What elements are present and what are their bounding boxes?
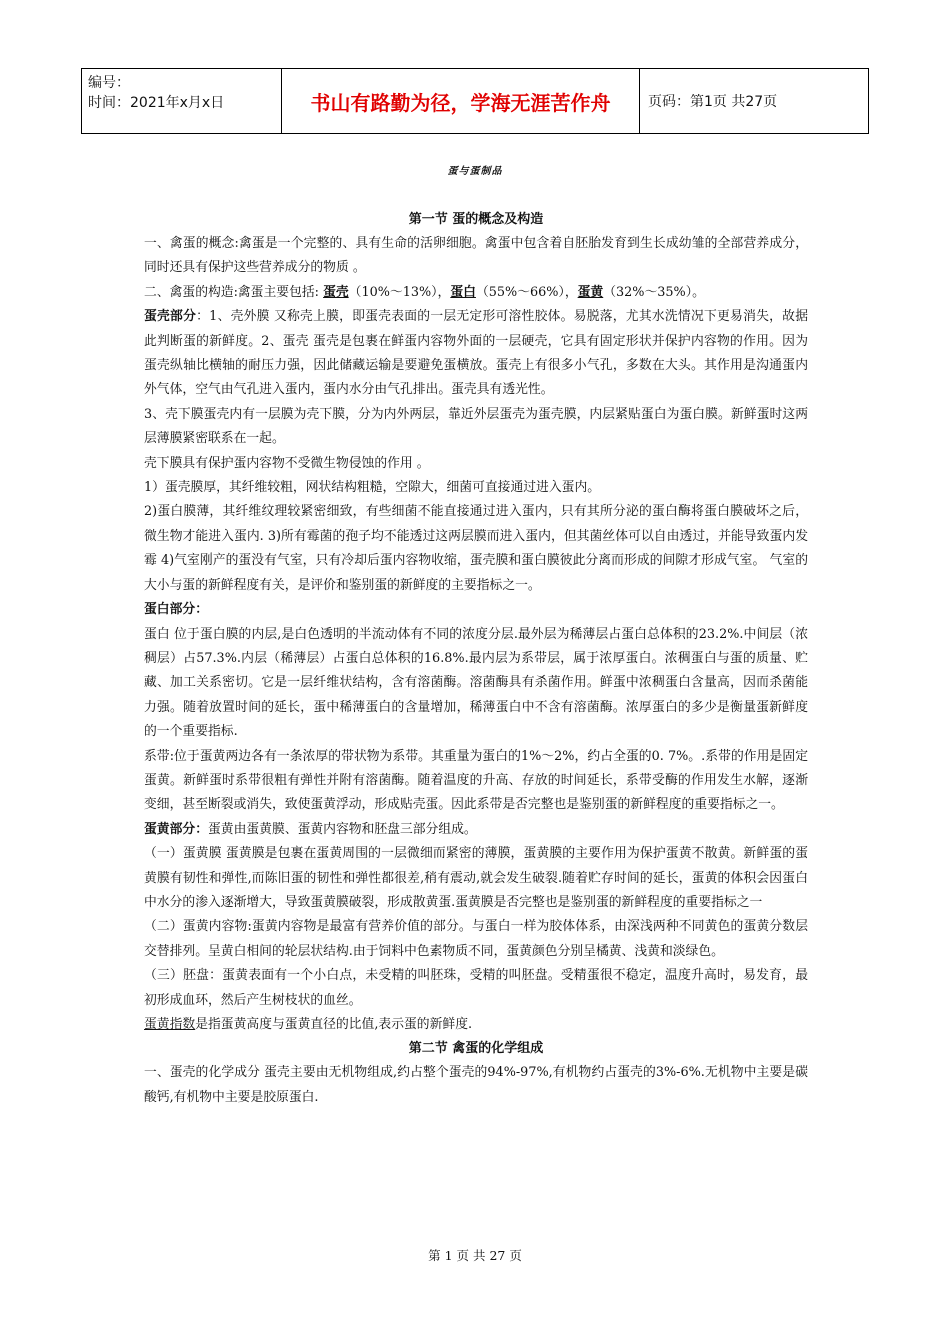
paragraph-shell-protect: 壳下膜具有保护蛋内容物不受微生物侵蚀的作用 。	[144, 455, 430, 471]
text-span: 二、禽蛋的构造:禽蛋主要包括:	[144, 284, 324, 300]
term-yolk-index: 蛋黄指数	[144, 1017, 196, 1032]
label-shell-part: 蛋壳部分	[144, 309, 197, 325]
paragraph-shell-membrane-1: 1）蛋壳膜厚，其纤维较粗，网状结构粗糙，空隙大，细菌可直接通过进入蛋内。	[144, 480, 601, 496]
page-footer: 第 1 页 共 27 页	[428, 1248, 522, 1263]
text-span: （55%～66%），	[475, 284, 578, 300]
document-title: 蛋与蛋制品	[447, 166, 503, 177]
label-yolk-part: 蛋黄部分：	[144, 821, 208, 837]
paragraph-white: 蛋白 位于蛋白膜的内层,是白色透明的半流动体有不同的浓度分层.最外层为稀薄层占蛋白总体积的23.2%.中间层（浓稠层）占57.3%.内层（稀薄层）占蛋白总体积的16.8%.最内层为系带层，属于浓厚蛋白。浓稠蛋白与蛋的质量、贮藏、加工关系密切。它是一层纤维状结构，含有溶菌酶。溶菌酶具有杀菌作用。鲜蛋中浓稠蛋白含量高，因而杀菌能力强。随着放置时间的延长，蛋中稀薄蛋白的含量增加，稀薄蛋白中不含有溶菌酶。浓厚蛋白的多少是衡量蛋新鲜度的一个重要指标.	[144, 626, 808, 740]
text-span: ：1、壳外膜 又称壳上膜，即蛋壳表面的一层无定形可溶性胶体。易脱落，尤其水洗情况下更易消失，故据此判断蛋的新鲜度。2、蛋壳 蛋壳是包裹在鲜蛋内容物外面的一层硬壳，它具有固定形状并保护内容物的作用。因为蛋壳纵轴比横轴的耐压力强，因此储藏运输是要避免蛋横放。蛋壳上有很多小气孔，多数在大头。其作用是沟通蛋内外气体，空气由气孔进入蛋内，蛋内水分由气孔排出。蛋壳具有透光性。	[144, 309, 808, 398]
header-meta	[82, 69, 282, 133]
paragraph-egg-concept: 一、禽蛋的概念:禽蛋是一个完整的、具有生命的活卵细胞。禽蛋中包含着自胚胎发育到生长成幼雏的全部营养成分，同时还具有保护这些营养成分的物质 。	[144, 236, 808, 276]
text-span: 蛋黄由蛋黄膜、蛋黄内容物和胚盘三部分组成。	[207, 821, 477, 837]
text-span: 是指蛋黄高度与蛋黄直径的比值,表示蛋的新鲜度.	[195, 1017, 473, 1032]
section-2-title: 第二节 禽蛋的化学组成	[408, 1041, 544, 1057]
header-page-number: 页码：第1页 共27页	[648, 94, 778, 110]
text-span: （32%～35%）。	[603, 284, 705, 300]
paragraph-yolk-index	[144, 1013, 808, 1037]
term-shell: 蛋壳	[323, 284, 349, 300]
paragraph-chalaza: 系带:位于蛋黄两边各有一条浓厚的带状物为系带。其重量为蛋白的1%～2%，约占全蛋的0. 7%。.系带的作用是固定蛋黄。新鲜蛋时系带很粗有弹性并附有溶菌酶。随着温度的升高、存放的时间延长，系带受酶的作用发生水解，逐渐变细，甚至断裂或消失，致使蛋黄浮动，形成贴壳蛋。因此系带是否完整也是鉴别蛋的新鲜程度的重要指标之一。	[144, 748, 808, 813]
paragraph-shell-membrane: 3、壳下膜蛋壳内有一层膜为壳下膜，分为内外两层，靠近外层蛋壳为蛋壳膜，内层紧贴蛋白为蛋白膜。新鲜蛋时这两层薄膜紧密联系在一起。	[144, 406, 808, 447]
paragraph-yolk-membrane: （一）蛋黄膜 蛋黄膜是包裹在蛋黄周围的一层微细而紧密的薄膜，蛋黄膜的主要作用为保护蛋黄不散黄。新鲜蛋的蛋黄膜有韧性和弹性,而陈旧蛋的韧性和弹性都很差,稍有震动,就会发生破裂.随着贮存时间的延长，蛋黄的体积会因蛋白中水分的渗入逐渐增大，导致蛋黄膜破裂，形成散黄蛋.蛋黄膜是否完整也是鉴别蛋的新鲜程度的重要指标之一	[144, 846, 808, 910]
paragraph-yolk-content: （二）蛋黄内容物:蛋黄内容物是最富有营养价值的部分。与蛋白一样为胶体体系，由深浅两种不同黄色的蛋黄分数层交替排列。呈黄白相间的轮层状结构.由于饲料中色素物质不同，蛋黄颜色分别呈橘黄、浅黄和淡绿色。	[144, 919, 808, 959]
header-motto: 书山有路勤为径，学海无涯苦作舟	[282, 69, 640, 133]
paragraph-shell-membrane-2: 2)蛋白膜薄，其纤维纹理较紧密细致，有些细菌不能直接通过进入蛋内，只有其所分泌的蛋白酶将蛋白膜破坏之后，微生物才能进入蛋内. 3)所有霉菌的孢子均不能透过这两层膜而进入蛋内，但其菌丝体可以自由透过，并能导致蛋内发霉 4)气室刚产的蛋没有气室，只有冷却后蛋内容物收缩，蛋壳膜和蛋白膜彼此分离而形成的间隙才形成气室。 气室的大小与蛋的新鲜程度有关，是评价和鉴别蛋的新鲜度的主要指标之一。	[144, 504, 808, 593]
paragraph-shell-part	[144, 305, 808, 403]
paragraph-shell-chemistry: 一、蛋壳的化学成分 蛋壳主要由无机物组成,约占整个蛋壳的94%-97%,有机物约占蛋壳的3%-6%.无机物中主要是碳酸钙,有机物中主要是胶原蛋白.	[144, 1065, 808, 1105]
term-yolk: 蛋黄	[577, 284, 604, 300]
paragraph-germinal-disc: （三）胚盘：蛋黄表面有一个小白点，未受精的叫胚珠，受精的叫胚盘。受精蛋很不稳定，温度升高时，易发育，最初形成血环，然后产生树枝状的血丝。	[144, 968, 808, 1008]
label-white-part: 蛋白部分：	[144, 602, 208, 618]
document-body	[144, 208, 808, 1110]
text-span: （10%～13%），	[348, 284, 451, 300]
section-1-title: 第一节 蛋的概念及构造	[408, 212, 544, 227]
paragraph-egg-structure	[144, 281, 808, 305]
doc-time-label: 时间：2021年x月x日	[88, 95, 225, 111]
doc-number-label: 编号：	[88, 75, 130, 91]
page-header	[81, 68, 869, 134]
paragraph-yolk-part	[144, 818, 808, 842]
term-white: 蛋白	[450, 284, 476, 300]
